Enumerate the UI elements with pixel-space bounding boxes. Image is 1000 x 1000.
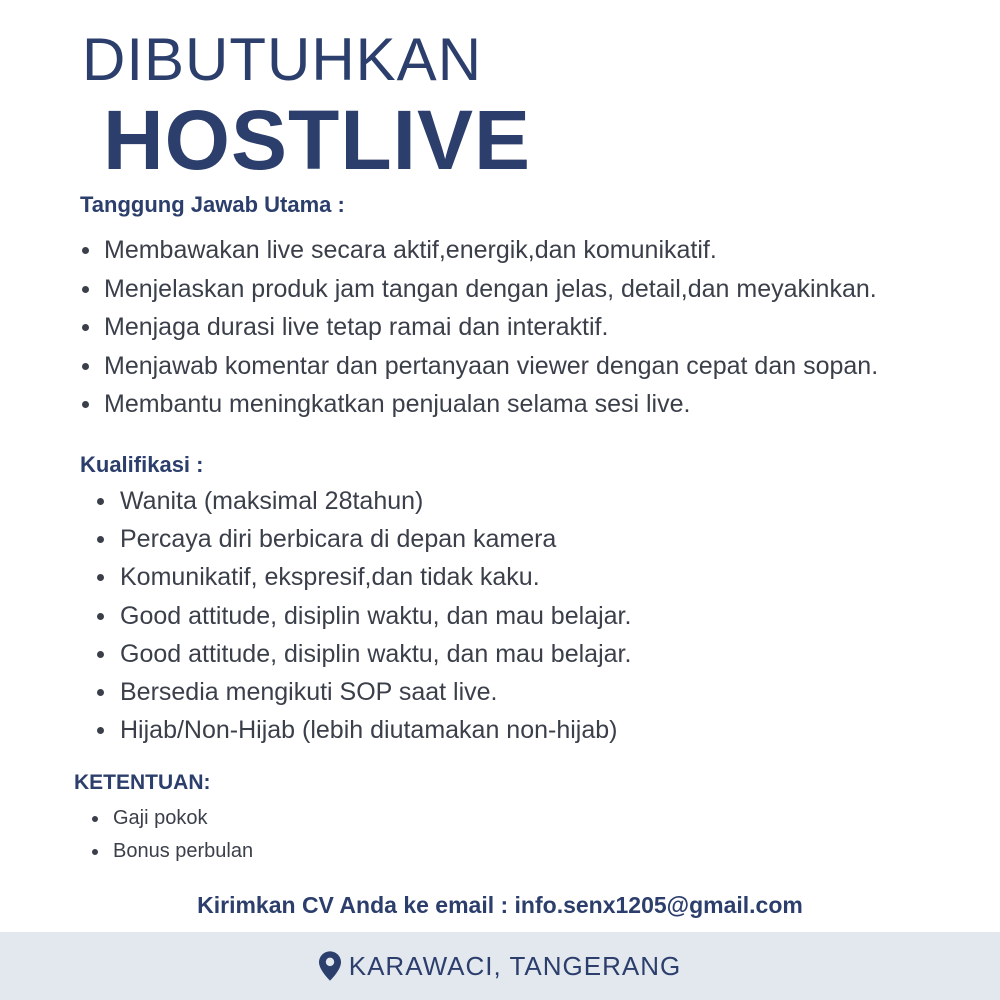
bullet-icon — [97, 689, 104, 696]
list-item — [95, 597, 631, 635]
list-item-text: Gaji pokok — [113, 807, 208, 829]
list-item-text: Bersedia mengikuti SOP saat live. — [120, 677, 498, 706]
bullet-icon — [82, 286, 89, 293]
list-item-text: Bonus perbulan — [113, 839, 254, 862]
location-footer — [0, 932, 1000, 1000]
terms-heading: KETENTUAN: — [74, 771, 211, 794]
list-item — [92, 835, 253, 868]
list-item-text: Good attitude, disiplin waktu, dan mau belajar. — [120, 639, 632, 668]
list-item-text: Menjawab komentar dan pertanyaan viewer dengan cepat dan sopan. — [104, 351, 879, 380]
list-item — [80, 347, 878, 386]
list-item — [95, 482, 631, 520]
list-item — [80, 385, 878, 424]
list-item-text: Menjelaskan produk jam tangan dengan jelas, detail,dan meyakinkan. — [104, 274, 877, 303]
email-cta: Kirimkan CV Anda ke email : info.senx1205@gmail.com — [197, 892, 803, 918]
list-item — [92, 802, 253, 835]
bullet-icon — [92, 849, 98, 855]
qualifications-list — [95, 482, 631, 749]
list-item-text: Menjaga durasi live tetap ramai dan interaktif. — [104, 313, 609, 341]
list-item — [95, 558, 631, 596]
bullet-icon — [82, 247, 89, 254]
responsibilities-heading: Tanggung Jawab Utama : — [80, 192, 345, 217]
bullet-icon — [97, 574, 104, 581]
list-item-text: Good attitude, disiplin waktu, dan mau belajar. — [120, 601, 632, 630]
list-item-text: Wanita (maksimal 28tahun) — [120, 487, 424, 515]
location-text: KARAWACI, TANGERANG — [348, 950, 682, 981]
poster-title-main: HOSTLIVE — [103, 93, 532, 187]
bullet-icon — [97, 498, 104, 505]
terms-list — [92, 802, 253, 867]
map-pin-icon — [319, 951, 341, 981]
list-item-text: Membawakan live secara aktif,energik,dan komunikatif. — [104, 236, 717, 264]
bullet-icon — [97, 651, 104, 658]
list-item — [95, 673, 631, 711]
list-item-text: Komunikatif, ekspresif,dan tidak kaku. — [120, 563, 540, 592]
bullet-icon — [82, 401, 89, 408]
list-item — [80, 270, 878, 309]
list-item-text: Percaya diri berbicara di depan kamera — [120, 525, 557, 554]
bullet-icon — [97, 727, 104, 734]
bullet-icon — [82, 324, 89, 331]
poster-title-top: DIBUTUHKAN — [82, 26, 483, 93]
bullet-icon — [97, 613, 104, 620]
bullet-icon — [82, 363, 89, 370]
list-item-text: Hijab/Non-Hijab (lebih diutamakan non-hijab) — [120, 716, 618, 745]
list-item — [95, 520, 631, 558]
responsibilities-list — [80, 231, 878, 424]
list-item — [95, 711, 631, 749]
bullet-icon — [92, 816, 98, 822]
bullet-icon — [97, 536, 104, 543]
list-item — [80, 308, 878, 347]
list-item — [80, 231, 878, 270]
list-item — [95, 635, 631, 673]
qualifications-heading: Kualifikasi : — [80, 452, 204, 477]
list-item-text: Membantu meningkatkan penjualan selama sesi live. — [104, 390, 691, 418]
